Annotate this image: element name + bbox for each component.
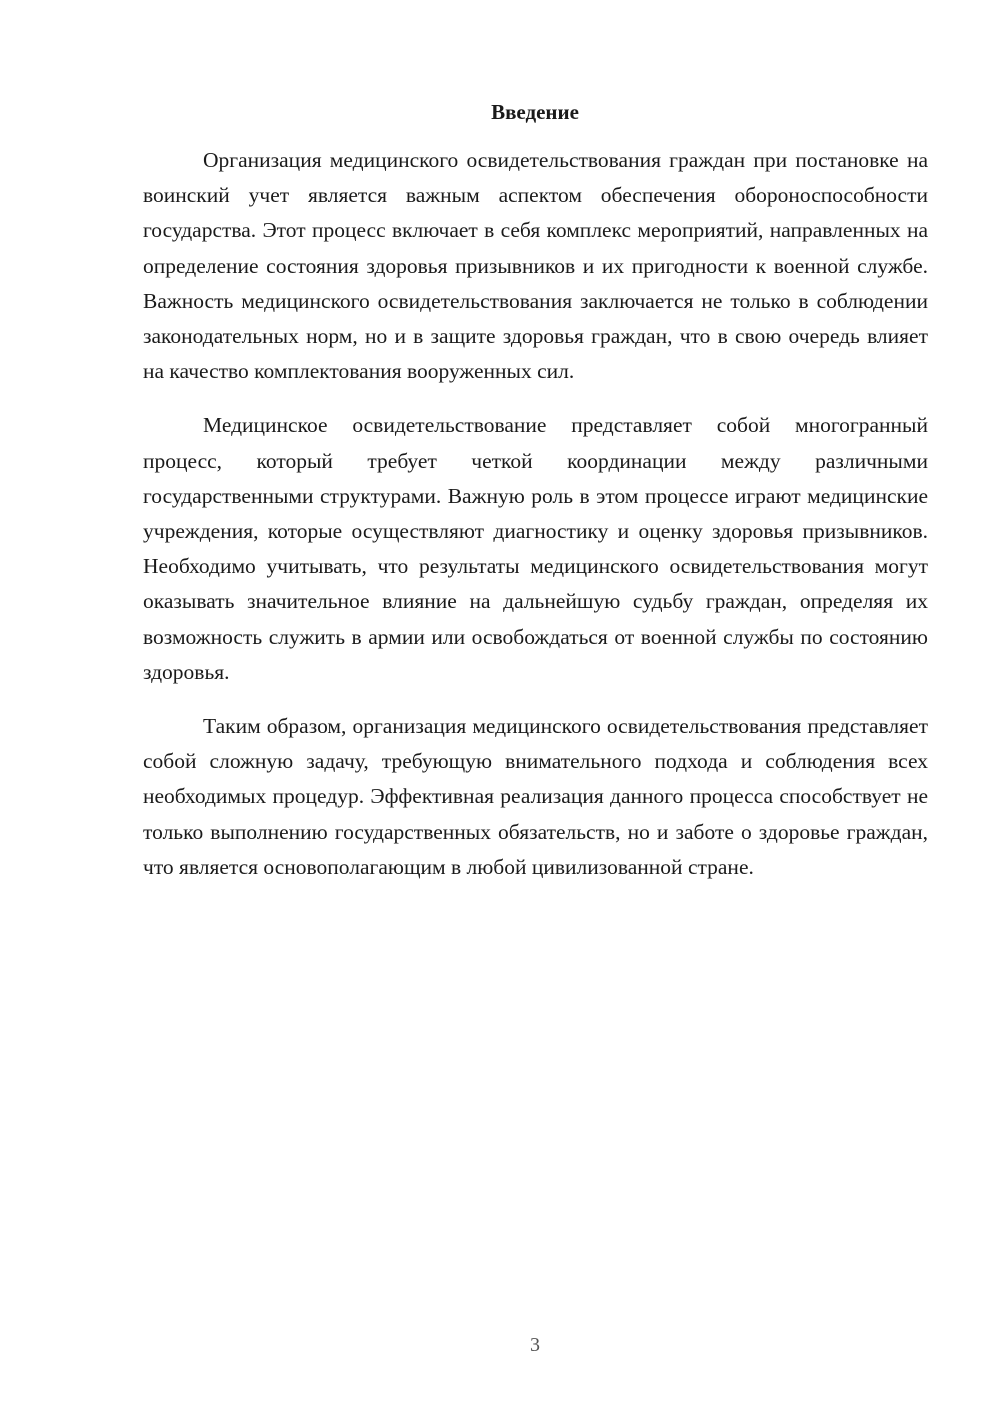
paragraph-1: Организация медицинского освидетельствования граждан при постановке на воинский учет является важным аспектом обеспечения обороноспособности государства. Этот процесс включает в себя комплекс мероприятий, направленных на определение состояния здоровья призывников и их пригодности к военной службе. Важность медицинского освидетельствования заключается не только в соблюдении законодательных норм, но и в защите здоровья граждан, что в свою очередь влияет на качество комплектования вооруженных сил. <box>143 148 928 384</box>
page-number: 3 <box>530 1334 540 1356</box>
page-title: Введение <box>491 100 579 124</box>
paragraph-2: Медицинское освидетельствование представляет собой многогранный процесс, который требует четкой координации между различными государственными структурами. Важную роль в этом процессе играют медицинские учреждения, которые осуществляют диагностику и оценку здоровья призывников. Необходимо учитывать, что результаты медицинского освидетельствования могут оказывать значительное влияние на дальнейшую судьбу граждан, определяя их возможность служить в армии или освобождаться от военной службы по состоянию здоровья. <box>143 413 928 684</box>
body-text <box>143 143 928 904</box>
paragraph-3: Таким образом, организация медицинского освидетельствования представляет собой сложную задачу, требующую внимательного подхода и соблюдения всех необходимых процедур. Эффективная реализация данного процесса способствует не только выполнению государственных обязательств, но и заботе о здоровье граждан, что является основополагающим в любой цивилизованной стране. <box>143 714 928 879</box>
